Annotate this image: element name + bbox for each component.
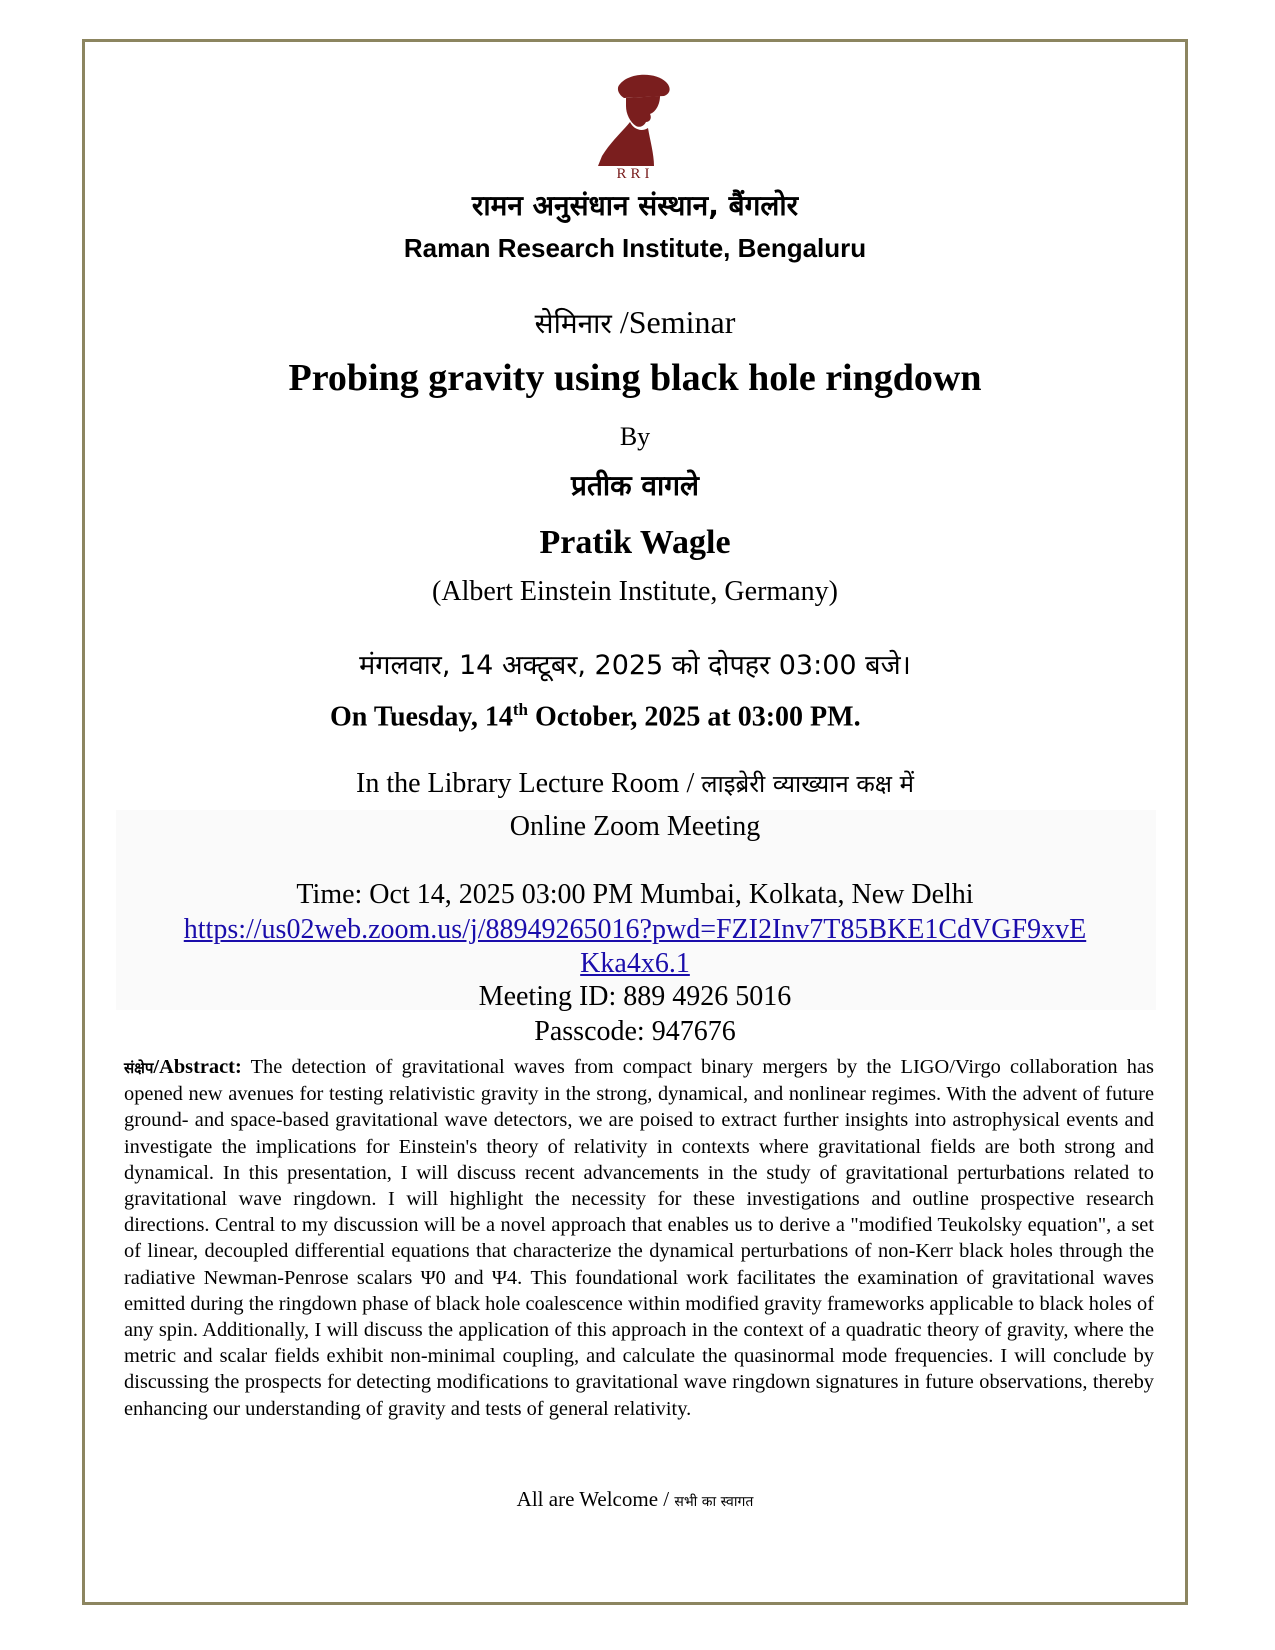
date-english-rest: October, 2025 at 03:00 PM. [528, 701, 861, 733]
date-english-day: On Tuesday, 14 [330, 701, 513, 733]
welcome-english: All are Welcome / [516, 1487, 675, 1511]
date-english [330, 700, 861, 733]
by-label: By [619, 422, 651, 451]
speaker-affiliation: (Albert Einstein Institute, Germany) [432, 576, 838, 607]
institute-name-hindi: रामन अनुसंधान संस्थान, बैंगलोर [471, 189, 799, 222]
meeting-id: Meeting ID: 889 4926 5016 [478, 981, 792, 1012]
abstract-text: The detection of gravitational waves from compact binary mergers by the LIGO/Virgo collaboration has opened new avenues for testing relativistic gravity in the strong, dynamical, and nonlinear regimes. With the advent of future ground- and space-based gravitational wave detectors, we are poised to extract further insights into astrophysical events and investigate the implications for Einstein's theory of relativity in contexts where gravitational fields are both strong and dynamical. In this presentation, I will discuss recent advancements in the study of gravitational perturbations related to gravitational wave ringdown. I will highlight the necessity for these investigations and outline prospective research directions. Central to my discussion will be a novel approach that enables us to derive a "modified Teukolsky equation", a set of linear, decoupled differential equations that characterize the dynamical perturbations of non-Kerr black holes through the radiative Newman-Penrose scalars Ψ0 and Ψ4. This foundational work facilitates the examination of gravitational waves emitted during the ringdown phase of black hole coalescence within modified gravity frameworks applicable to black holes of any spin. Additionally, I will discuss the application of this approach in the context of a quadratic theory of gravity, where the metric and scalar fields exhibit non-minimal coupling, and calculate the quasinormal mode frequencies. I will conclude by discussing the prospects for detecting modifications to gravitational wave ringdown signatures in future observations, thereby enhancing our understanding of gravity and tests of general relativity. [124, 1056, 1154, 1420]
welcome-note [82, 1487, 1188, 1512]
venue [82, 767, 1188, 800]
venue-english: In the Library Lecture Room / [356, 768, 702, 799]
seminar-label-hindi: सेमिनार [534, 307, 612, 340]
zoom-time: Time: Oct 14, 2025 03:00 PM Mumbai, Kolkata, New Delhi [296, 879, 974, 910]
date-hindi: मंगलवार, 14 अक्टूबर, 2025 को दोपहर 03:00 बजे। [359, 650, 911, 681]
speaker-name: Pratik Wagle [539, 524, 731, 561]
seminar-title: Probing gravity using black hole ringdown [288, 357, 982, 399]
logo-text: RRI [616, 166, 654, 180]
abstract-label: /Abstract: [153, 1056, 242, 1078]
seminar-label [82, 304, 1188, 342]
institute-name: Raman Research Institute, Bengaluru [403, 233, 867, 263]
passcode: Passcode: 947676 [534, 1016, 736, 1047]
abstract-label-hindi: संक्षेप [124, 1059, 154, 1077]
zoom-title: Online Zoom Meeting [509, 811, 761, 842]
venue-hindi: लाइब्रेरी व्याख्यान कक्ष में [701, 770, 914, 798]
rri-logo [590, 70, 680, 180]
zoom-link[interactable] [82, 913, 1188, 981]
abstract [124, 1054, 1154, 1422]
speaker-name-hindi: प्रतीक वागले [571, 469, 699, 502]
zoom-link-line2[interactable]: Kka4x6.1 [580, 948, 690, 979]
seminar-label-english: /Seminar [619, 304, 736, 340]
welcome-hindi: सभी का स्वागत [674, 1494, 754, 1510]
date-english-suffix: th [512, 700, 528, 719]
zoom-link-line1[interactable]: https://us02web.zoom.us/j/88949265016?pwd=FZI2Inv7T85BKE1CdVGF9xvE [183, 914, 1087, 945]
